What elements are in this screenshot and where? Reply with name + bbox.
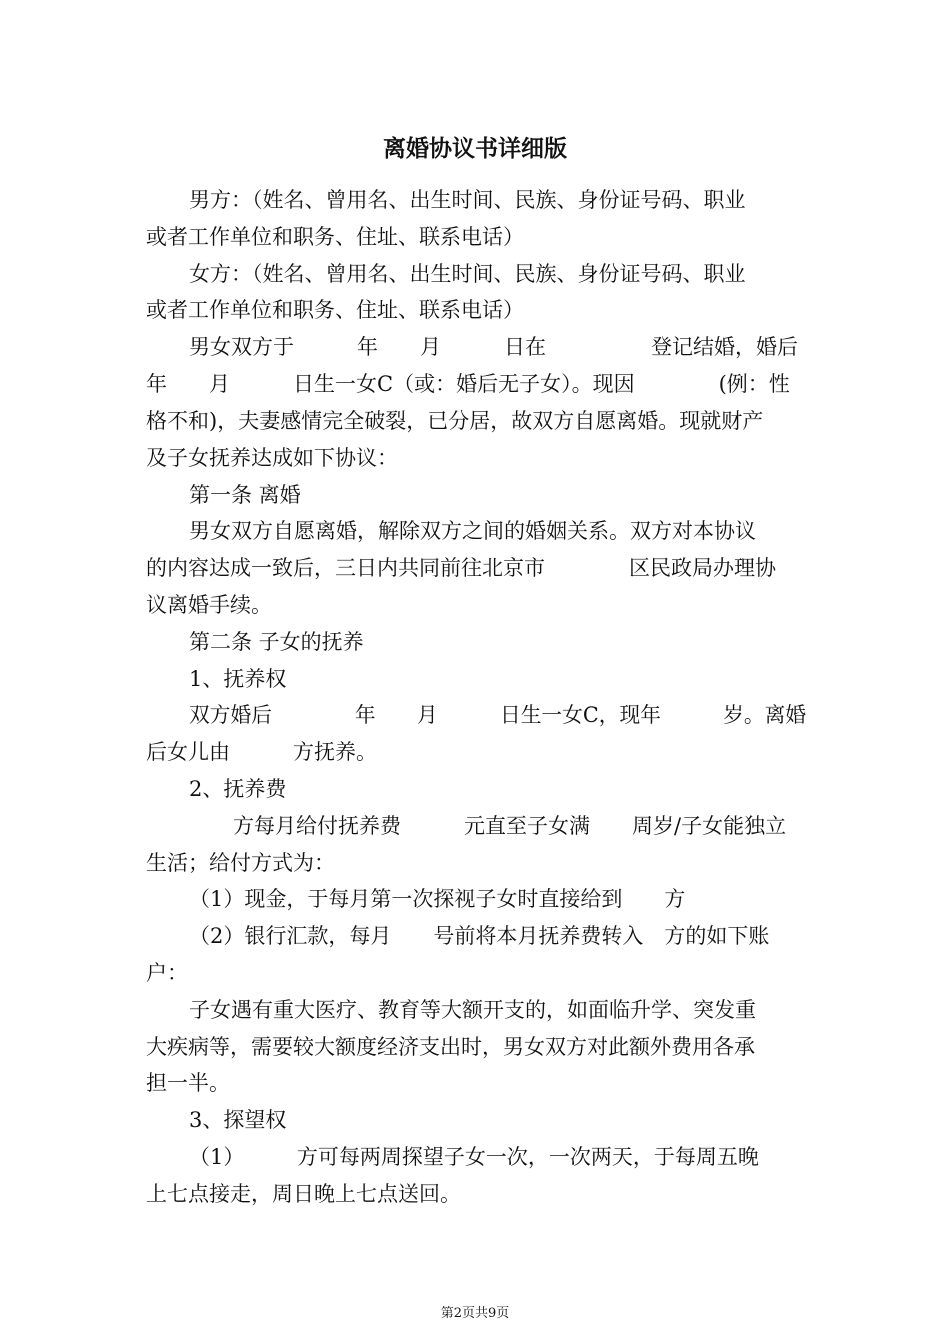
text-line: 及子女抚养达成如下协议： <box>146 446 398 470</box>
text-line: 后女儿由 方抚养。 <box>146 740 377 764</box>
text-line: 的内容达成一致后，三日内共同前往北京市 区民政局办理协 <box>146 556 776 580</box>
text-line: 格不和)，夫妻感情完全破裂，已分居，故双方自愿离婚。现就财产 <box>146 409 764 433</box>
text-line: 年 月 日生一女C（或：婚后无子女）。现因 (例：性 <box>146 372 790 396</box>
subsection-heading: 2、抚养费 <box>189 777 287 801</box>
text-line: 上七点接走，周日晚上七点送回。 <box>146 1182 461 1206</box>
document-title: 离婚协议书详细版 <box>383 135 567 162</box>
list-item: （1） 方可每两周探望子女一次，一次两天，于每周五晚 <box>189 1145 759 1169</box>
text-line: 户： <box>146 961 188 985</box>
text-line: 双方婚后 年 月 日生一女C，现年 岁。离婚 <box>189 703 807 727</box>
text-line: 子女遇有重大医疗、教育等大额开支的，如面临升学、突发重 <box>189 998 756 1022</box>
text-line: 男女双方自愿离婚，解除双方之间的婚姻关系。双方对本协议 <box>189 519 756 543</box>
list-item: （2）银行汇款，每月 号前将本月抚养费转入 方的如下账 <box>189 924 770 948</box>
subsection-heading: 3、探望权 <box>189 1108 287 1132</box>
text-line: 议离婚手续。 <box>146 593 272 617</box>
text-line: 或者工作单位和职务、住址、联系电话） <box>146 298 524 322</box>
section-heading: 第一条 离婚 <box>189 483 301 507</box>
text-line: 男女双方于 年 月 日在 登记结婚，婚后 <box>189 335 798 359</box>
text-line: 担一半。 <box>146 1071 230 1095</box>
text-line: 生活；给付方式为： <box>146 851 335 875</box>
text-line: 或者工作单位和职务、住址、联系电话） <box>146 225 524 249</box>
page-footer: 第2页共9页 <box>440 1306 510 1321</box>
text-line: 大疾病等，需要较大额度经济支出时，男女双方对此额外费用各承 <box>146 1035 755 1059</box>
text-line: 女方：（姓名、曾用名、出生时间、民族、身份证号码、职业 <box>189 262 746 286</box>
text-line: 男方：（姓名、曾用名、出生时间、民族、身份证号码、职业 <box>189 188 746 212</box>
section-heading: 第二条 子女的抚养 <box>189 630 364 654</box>
subsection-heading: 1、抚养权 <box>189 667 287 691</box>
text-line: 方每月给付抚养费 元直至子女满 周岁/子女能独立 <box>233 814 787 838</box>
list-item: （1）现金，于每月第一次探视子女时直接给到 方 <box>189 887 686 911</box>
